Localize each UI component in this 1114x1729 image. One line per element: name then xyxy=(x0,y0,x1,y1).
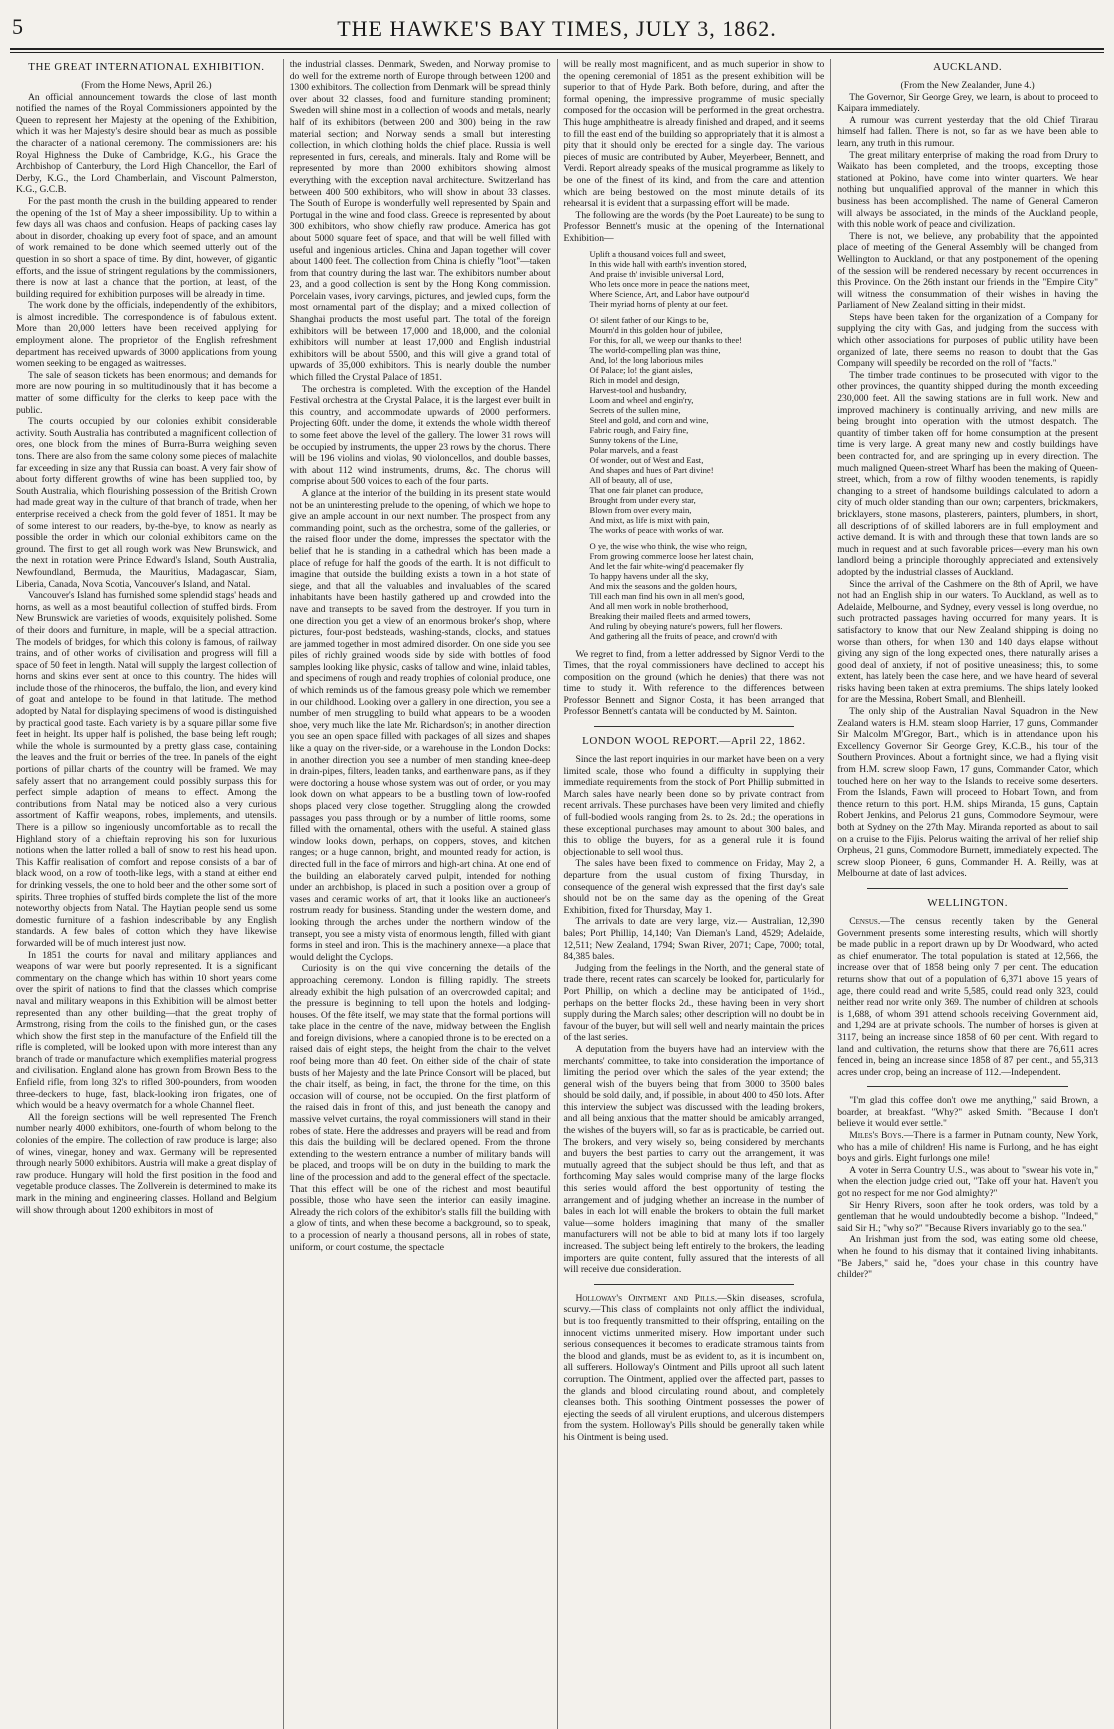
poem-line: Sunny tokens of the Line, xyxy=(589,434,679,445)
article-divider xyxy=(867,1086,1068,1087)
poem-line: Loom and wheel and engin'ry, xyxy=(589,394,694,405)
paragraph: The orchestra is completed. With the exception of the Handel Festival orchestra at the Crystal Palace, it is the largest ever built in this country, and accommodate upwards of 2000 performers. Projecting 60ft. under the dome, it extends the whole width thereof to some feet above the level of the gallery. The lower 31 rows will be occupied by instruments, the upper 23 rows by the chorus. There will be 196 violins and violas, 90 violoncellos, and double basses, with about 112 wind instruments, drums, &c. The chorus will comprise about 500 voices to each of the four parts. xyxy=(289,383,551,488)
paragraph: The great military enterprise of making the road from Drury to Waikato has been completed, and the troops, excepting those stationed at Pokino, have come into winter quarters. We hear nothing but unqualified approval of the manner in which this business has been accomplished. The name of General Cameron will always be associated, in the minds of the Auckland people, with this noble work of peace and civilization. xyxy=(837,149,1098,231)
poem-line: From growing commerce loose her latest chain, xyxy=(589,550,754,561)
paragraph: The only ship of the Australian Naval Squadron in the New Zealand waters is H.M. steam sloop Harrier, 17 guns, Commander Sir Malcolm M'Gregor, Bart., which is in attendance upon his Excellency Governor Sir George Grey, K.C.B., his tour of the Southern Provinces. About a fortnight since, we had a flying visit from H.M. screw sloop Fawn, 17 guns, Commander Cator, which touched here on her way to the Islands to receive some deserters. From the Islands, Fawn will proceed to Hobart Town, and from thence return to this port. H.M. ships Miranda, 15 guns, Captain Robert Jenkins, and Pelorus 21 guns, Commodore Seymour, were both at Sydney on the 27th May. Miranda reported as about to sail on a cruise to the Fijis. Pelorus waiting the arrival of her relief ship Orpheus, 21 guns, Commodore Burnett, immediately expected. The screw sloop Pioneer, 6 guns, Commander H. A. Reilly, was at Melbourne at date of last advices. xyxy=(837,706,1098,880)
poem-line: And gathering all the fruits of peace, and crown'd with xyxy=(589,630,778,641)
paragraph: A voter in Serra Country U.S., was about to "swear his vote in," when the election judge cried out, "Take off your hat. Haven't you got no respect for me nor God almighty?" xyxy=(837,1164,1098,1200)
advert-lead: Holloway's Ointment and Pills. xyxy=(575,1292,718,1304)
article-divider xyxy=(867,888,1068,889)
poem-line: And shapes and hues of Part divine! xyxy=(589,464,714,475)
column-1 xyxy=(10,59,284,1729)
paragraph: There is not, we believe, any probability that the appointed place of meeting of the General Assembly will be changed from Wellington to Auckland, or that any postponement of the opening of the session will be rendered necessary by recent occurrences in this Province. On the 26th instant our friends in the "Empire City" will witness the consummation of their wishes in having the Parliament of New Zealand sitting in their midst. xyxy=(837,230,1098,312)
poem-line: Their myriad horns of plenty at our feet. xyxy=(589,298,728,309)
poem-line: And mixt, as life is mixt with pain, xyxy=(589,514,710,525)
poem-line: For this, for all, we weep our thanks to thee! xyxy=(589,334,743,345)
poem-line: Uplift a thousand voices full and sweet, xyxy=(589,248,726,259)
poem-line: Where Science, Art, and Labor have outpour'd xyxy=(589,288,750,299)
column-3 xyxy=(558,59,832,1729)
poem-line: Who lets once more in peace the nations meet, xyxy=(589,278,750,289)
paragraph: Steps have been taken for the organization of a Company for supplying the city with Gas, and judging from the success with which other associations for purposes of public utility have been organized of late, there seems no reason to doubt that the Gas Company will speedily be recorded on the roll of "facts." xyxy=(837,311,1098,370)
article-source: (From the New Zealander, June 4.) xyxy=(900,80,1035,91)
poem-line: The works of peace with works of war. xyxy=(589,524,724,535)
paragraph: "I'm glad this coffee don't owe me anything," said Brown, a boarder, at breakfast. "Why?" asked Smith. "Because I don't believe it would ever settle." xyxy=(837,1095,1098,1130)
masthead-rule xyxy=(10,50,1104,53)
paragraph: In 1851 the courts for naval and military appliances and weapons of war were but poorly represented. It is a significant commentary on the change which has within 10 short years come over the spirit of nations to find that the classes which comprise naval and military weapons in this Exhibition will be almost better represented than any other building—that the great trophy of Armstrong, rising from the coils to the finished gun, or the cases which show the first step in the manufacture of the Enfield till the rifle is completed, will be looked upon with more interest than any branch of trade or manufacture which exemplifies material progress and civilisation. England alone has grown from Brown Bess to the Enfield rifle, from long 32's to rifled 300-pounders, from wooden three-deckers to huge, fast, black-looking iron frigates, one of which would be a heavy overmatch for a whole Channel fleet. xyxy=(16,949,277,1112)
paragraph: will be really most magnificent, and as much superior in show to the opening ceremonial of 1851 as the present exhibition will be superior to that of Hyde Park. Both before, during, and after the formal opening, the impressive programme of music specially composed for the occasion will be performed in the great orchestra. This huge amphitheatre is already finished and draped, and it seems to fill the east end of the building so appropriately that it is almost a pity that it should only be erected for a single day. The various pieces of music are contributed by Auber, Meyerbeer, Bennett, and Verdi. Report already speaks of the musical programme as likely to be one of the finest of its kind, and from the care and attention which are being bestowed on the most minute details of its rehearsal it is evident that a surpassing effort will be made. xyxy=(563,59,825,210)
poem-line: Rich in model and design, xyxy=(589,374,680,385)
poem-line: Steel and gold, and corn and wine, xyxy=(589,414,709,425)
poem-line: In this wide hall with earth's invention stored, xyxy=(589,258,747,269)
paragraph: Since the last report inquiries in our market have been on a very limited scale, those who found a difficulty in supplying their immediate requirements from the stock of Port Phillip submitted in March sales have nearly been done so by private contract from recent arrivals. These purchases have been very limited and chiefly of full-bodied wools ranging from 2s. to 2s. 2d.; the operations in these exceptional purchases may amount to about 300 bales, and this to oblige the buyers, for as a general rule it is found objectionable to sell wool thus. xyxy=(563,754,825,858)
newspaper-title: THE HAWKE'S BAY TIMES, JULY 3, 1862. xyxy=(337,16,777,41)
article-headline: LONDON WOOL REPORT.—April 22, 1862. xyxy=(582,735,806,748)
page-number: 5 xyxy=(12,14,23,39)
paragraph: The following are the words (by the Poet Laureate) to be sung to Professor Bennett's music at the opening of the International Exhibition— xyxy=(563,209,825,244)
poem-line: Polar marvels, and a feast xyxy=(589,444,679,455)
poem-line: And all men work in noble brotherhood, xyxy=(589,600,729,611)
poem-line: And praise th' invisible universal Lord, xyxy=(589,268,724,279)
poem-line: Breaking their mailed fleets and armed towers, xyxy=(589,610,751,621)
columns xyxy=(10,59,1104,1729)
poem-line: To happy havens under all the sky, xyxy=(589,570,709,581)
paragraph xyxy=(837,916,1098,1078)
paragraph-lead: Census. xyxy=(849,915,881,927)
poem-line: Secrets of the sullen mine, xyxy=(589,404,681,415)
paragraph: Since the arrival of the Cashmere on the 8th of April, we have not had an English ship in our waters. To Auckland, as well as to Adelaide, Melbourne, and Sydney, every vessel is long overdue, no such protracted passages having occurred for many years. It is satisfactory to know that our New Zealand shipping is doing no worse than others, for when 130 and 140 days elapse without giving any sign of the long expected ones, there naturally arises a good deal of anxiety, if not of positive uneasiness; this, to some extent, has lately been the case here, and we have heard of several risks having been taken at extra premiums. The ships lately looked for are the Messina, Robert Small, and Blenheill. xyxy=(837,578,1098,706)
paragraph: For the past month the crush in the building appeared to render the opening of the 1st of May a sheer impossibility. Up to within a few days all was chaos and confusion. Heaps of packing cases lay about in disorder, choaking up every foot of space, and an amount of work remained to be done which seemed utterly out of the question in so short a space of time. By dint, however, of gigantic efforts, and the issue of stringent regulations by the commissioners, there is now at last a chance that the portion, at least, of the building required for exhibition purposes will be already in time. xyxy=(16,195,277,300)
poem-line: And, lo! the long laborious miles xyxy=(589,354,704,365)
poem-line: Till each man find his own in all men's good, xyxy=(589,590,745,601)
paragraph-lead: Miles's Boys. xyxy=(849,1130,904,1142)
article-divider xyxy=(594,726,795,727)
paragraph: A rumour was current yesterday that the old Chief Tirarau himself had fallen. There is not, so far as we have been able to learn, any truth in this rumour. xyxy=(837,114,1098,149)
poem-line: And mix the seasons and the golden hours, xyxy=(589,580,738,591)
poem-line: All of beauty, all of use, xyxy=(589,474,673,485)
paragraph: The arrivals to date are very large, viz.— Australian, 12,390 bales; Port Phillip, 14,140; Van Dieman's Land, 4529; Adelaide, 12,511; New Zealand, 1794; Swan River, 2071; Cape, 7000; total, 84,385 bales. xyxy=(563,916,825,963)
paragraph-body: —The census recently taken by the General Government presents some interesting results, which will shortly be made public in a report drawn up by Dr Woodward, who acted as chief enumerator. The total population is stated at 12,566, the increase over that of 1858 being only 7 per cent. The education returns show that out of a population of 6,371 above 15 years of age, there could read and write 5,585, could read only 323, could neither read nor write only 369. The number of children at schools is 1,688, of whom 391 attend schools receiving Government aid, and 1,294 are at private schools. The number of horses is given at 3117, being an increase since 1858 of 60 per cent. With regard to land and cultivation, the returns show that there are 76,611 acres fenced in, being an increase since 1858 of 87 per cent., and 55,313 acres under crop, being an increase of 112.—Independent. xyxy=(837,915,1098,1078)
paragraph: All the foreign sections will be well represented The French number nearly 4000 exhibitors, one-fourth of whom belong to the colonies of the empire. The collection of raw produce is large; also of wines, vinegar, honey and wax. Germany will be represented through nearly 5000 exhibitors. Austria will make a great display of raw produce. Hungary will hold the first position in the food and vegetable produce classes. The Zollverein is determined to make its mark in the mining and engineering classes. Holland and Belgium will show through about 1200 exhibitors in most of xyxy=(16,1111,277,1216)
poem-line: Of Palace; lo! the giant aisles, xyxy=(589,364,693,375)
advertisement xyxy=(564,1293,825,1444)
poem-line: Harvest-tool and husbandry, xyxy=(589,384,687,395)
paragraph: Judging from the feelings in the North, and the general state of trade there, recent rates can scarcely be looked for, particularly for Port Phillip, on which a decline may be anticipated of 1½d., perhaps on the better flocks 2d., these having been in very short supply during the March sales; other description will no doubt be in favour of the buyer, but will sell well and nearly maintain the prices of the last series. xyxy=(563,962,825,1044)
paragraph: The work done by the officials, independently of the exhibitors, is almost incredible. The correspondence is of fabulous extent. More than 20,000 letters have been received applying for employment alone. The proprietor of the English refreshment department has received upwards of 3000 applications from young women seeking to be engaged as waitresses. xyxy=(16,300,277,370)
poem-line: Of wonder, out of West and East, xyxy=(589,454,704,465)
paragraph: An official announcement towards the close of last month notified the names of the Royal Commissioners appointed by the Queen to represent her Majesty at the opening of the Exhibition, which it was her Majesty's desire should bear as much as possible the character of a national ceremony. The commissioners are: his Royal Highness the Duke of Cambridge, K.G., his Grace the Archbishop of Canterbury, the Lord High Chancellor, the Earl of Derby, K.G., the Lord Chamberlain, and Viscount Palmerston, K.G., G.C.B. xyxy=(16,91,277,196)
poem-line: Blown from over every main, xyxy=(589,504,692,515)
paragraph: The sale of season tickets has been enormous; and demands for more are now pouring in so multitudinously that it has become a matter of some difficulty for the clerks to keep pace with the public. xyxy=(16,369,277,416)
paragraph: The courts occupied by our colonies exhibit considerable activity. South Australia has contributed a magnificent collection of ores, one block from the mines of Burra-Burra weighing seven tons. There are also from the same colony some pieces of malachite far exceeding in size any that Russia can boast. A very fair show of about forty different growths of wine has been supplied too, by South Australia, which flourishing possession of the British Crown had made great way in the culture of that branch of trade, when her enterprise received a check from the gold fever of 1851. It may be of some interest to our readers, by-the-bye, to know as nearly as possible the order in which our colonial exhibitors came on the ground. The first to get all rough work was New Brunswick, and the next in rotation were Prince Edward's Island, South Australia, Newfoundland, Bermuda, the Mauritius, Madagascar, Siam, Liberia, Canada, Nova Scotia, Vancouver's Island, and Natal. xyxy=(16,416,277,590)
ode-poem xyxy=(564,249,825,641)
paragraph: The Governor, Sir George Grey, we learn, is about to proceed to Kaipara immediately. xyxy=(837,91,1098,115)
paragraph: Curiosity is on the qui vive concerning the details of the approaching ceremony. London is filling rapidly. The streets already exhibit the high pulsation of an overcrowded capital; and the pressure is beginning to tell upon the hotels and lodging-houses. Of the fête itself, we may state that the formal portions will take place in the centre of the nave, midway between the English and foreign divisions, where a canopied throne is to be erected on a raised dais of eight steps, the height from the chair to the velvet roof being more than 40 feet. On either side of the chair of state busts of her Majesty and the late Prince Consort will be placed, but the chair itself, as being, in fact, the throne for the time, on this occasion will of course, not be occupied. On the first platform of the raised dais in front of this, and just beneath the canopy and massive velvet curtains, the royal commissioners will stand in their robes of state. Here the addresses and prayers will be read and from this dais the building will be declared opened. From the throne extending to the western entrance a number of military bands will be placed, and troops will be on duty in the building to mark the line of the procession and add to the general effect of the spectacle. That this effect will be one of the richest and most beautiful possible, those who have seen the interior can easily imagine. Already the rich colors of the exhibitor's stalls fill the building with a glow of tints, and when these become a background, so to speak, to a procession of nearly a thousand persons, all in robes of state, uniform, or court costume, the spectacle xyxy=(289,963,551,1253)
paragraph: An Irishman just from the sod, was eating some old cheese, when he found to his dismay that it contained living inhabitants. "Be Jabers," said he, "does your chase in this country have childer?" xyxy=(837,1234,1098,1281)
poem-line: The world-compelling plan was thine, xyxy=(589,344,721,355)
poem-line: Mourn'd in this golden hour of jubilee, xyxy=(589,324,723,335)
article-headline: THE GREAT INTERNATIONAL EXHIBITION. xyxy=(28,61,265,73)
poem-line: And let the fair white-wing'd peacemaker fly xyxy=(589,560,744,571)
paragraph: Sir Henry Rivers, soon after he took orders, was told by a gentleman that he would undoubtedly become a bishop. "Indeed," said Sir H.; "why so?" "Because Rivers invariably go to the sea." xyxy=(837,1199,1098,1234)
poem-line: O ye, the wise who think, the wise who reign, xyxy=(589,540,748,551)
article-headline: AUCKLAND. xyxy=(933,61,1003,73)
poem-line: That one fair planet can produce, xyxy=(589,484,704,495)
advert-body: —Skin diseases, scrofula, scurvy.—This class of complaints not only afflict the individual, but is too frequently transmitted to their offspring, entailing on the innocent victims unmerited misery. How important under such serious consequences it becomes to eradicate stramous taints from the blood and glands, must be as evident to, as it is incumbent on, all sufferers. Holloway's Ointment and Pills uproot all such latent corruption. The Ointment, applied over the affected part, passes to the glands and blood circulating round about, and completely cleanses both. This soothing Ointment possesses the power of ejecting the seeds of all virulent eruptions, and ulcerous distempers from the system. Holloway's Pills should be generally taken while his Ointment is being used. xyxy=(563,1292,825,1443)
poem-line: Fabric rough, and Fairy fine, xyxy=(589,424,689,435)
column-4 xyxy=(831,59,1104,1729)
paragraph: The sales have been fixed to commence on Friday, May 2, a departure from the usual custom of fixing Thursday, in consequence of the general wish expressed that the first day's sale should not be on the same day as the opening of the Great Exhibition, fixed for Thursday, May 1. xyxy=(563,858,825,916)
column-2 xyxy=(284,59,558,1729)
paragraph: We regret to find, from a letter addressed by Signor Verdi to the Times, that the royal commissioners have declined to accept his composition on the ground (which he denies) that there was not time to study it. With reference to the differences between Professor Bennett and Signor Costa, it has been arranged that Professor Bennett's cantata will be conducted by M. Sainton. xyxy=(563,648,825,718)
paragraph: Vancouver's Island has furnished some splendid stags' heads and horns, as well as a most beautiful collection of stuffed birds. From New Brunswick are varieties of woods, exquisitely polished. Some of their doors and furniture, in maple, will be a special attraction. The models of bridges, for which this colony is famous, of railway trains, and of other works of civilisation and progress will fill a space of 50 feet in length. Natal will supply the largest collection of horns and skins ever sent at once to this country. The hides will include those of the rhinoceros, the buffalo, the lion, and every kind of goat and antelope to be found in that latitude. The method adopted by Natal for displaying specimens of wood is distinguished by practical good taste. Each variety is by a square pillar some five feet in height. Its upper half is polished, the base being left rough; while the whole is surmounted by a pretty glass case, containing the leaves and the fruit or berries of the tree. In panels of the eight portions of pillar charts of the country will be framed. We may safely assert that no arrangement could possibly surpass this for perfect simple adaption of means to effect. Among the contributions from Natal may be noticed also a very curious assortment of Kaffir weapons, robes, implements, and utensils. There is a pillow so ingeniously uncomfortable as to recall the Highland story of a chieftain reproving his son for luxurious notions when the latter rolled a ball of snow to rest his head upon. This Kaffir realisation of comfort and repose consists of a bar of black wood, on a row of tooth-like legs, with a stand at either end for drinking vessels, the one to hold beer and the other some sort of spirits. Three trophies of stuffed birds complete the list of the more noteworthy objects from Natal. The Haytian people send us some domestic furniture of a fashion indescribable by any English standards. A few bales of cotton which they have likewise forwarded will be of much interest just now. xyxy=(16,590,277,949)
article-headline: WELLINGTON. xyxy=(927,896,1008,909)
paragraph: The timber trade continues to be prosecuted with vigor to the other provinces, the quantity shipped during the month exceeding 230,000 feet. All the sawing stations are in full work. New and improved machinery is continually arriving, and new mills are being brought into operation with the utmost despatch. The quantity of timber taken off for home consumption at the present time is very large. A great many new and costly buildings have been contracted for, and are springing up in every direction. The much maligned Queen-street Wharf has been the making of Queen-street, which, from a row of filthy wooden tenements, is rapidly changing to a street of handsome buildings calculated to adorn a city of much older standing than our own; carpenters, brickmakers, bricklayers, stone masons, plasterers, painters, plumbers, in short, all descriptions of of skilled laborers are in full employment and active demand. It is with and through these that town lands are so much in request and at such favorable prices—every man his own landlord being a principle thoroughly appreciated and extensively adopted by the industrial classes of Auckland. xyxy=(837,369,1098,578)
paragraph: the industrial classes. Denmark, Sweden, and Norway promise to do well for the extreme north of Europe through between 1200 and 1300 exhibitors. The collection from Denmark will be spread thinly over about 32 classes, food and furniture standing prominent; Sweden will shine most in a collection of woods and metals, nearly half of its exhibitors (between 200 and 300) being in the raw material section; and Norway sends a small but interesting collection, in which clothing holds the chief place. Russia is well represented in furs, cereals, and minerals. Italy and Rome will be represented by more than 2000 exhibitors showing almost everything with the exception naval architecture. Switzerland has between 400 500 exhibitors, who will show in about 33 classes. The South of Europe is wonderfully well represented by Spain and Portugal in the wine and food class. Greece is represented by about 300 exhibitors, who show chiefly raw produce. America has got about 5000 square feet of space, and that will be well filled with useful and ingenious articles. China and Japan together will cover about 1400 feet. The collection from China is chiefly "loot"—taken from that country during the last war. The exhibitors number about 23, and a good collection is sent by the Hong Kong commission. Porcelain vases, ivory carvings, pictures, and jewled cups, form the most ornamental part of the display; and a mixed collection of Shanghai products the most useful part. The total of the foreign exhibitors will be between 17,000 and 18,000, and the colonial exhibitors will number at least 17,000 and English industrial exhibitors will be about 5500, and this will give a grand total of upwards of 35,000 exhibitors. This is nearly double the number which filled the Crystal Palace of 1851. xyxy=(289,59,551,384)
paragraph-body: —There is a farmer in Putnam county, New York, who has a mile of children! His name is Furlong, and he has eight boys and girls. Eight furlongs one mile! xyxy=(837,1130,1098,1165)
poem-line: O! silent father of our Kings to be, xyxy=(589,314,709,325)
paragraph: A glance at the interior of the building in its present state would not be an uninteresting prelude to the opening, of which we hope to give an ample account in our next number. The prospect from any commanding point, such as the orchestra, some of the galleries, or the raised floor under the dome, impresses the spectator with the belief that he is standing in a cathedral which has been made a place of refuge for half the goods of the earth. It is not difficult to imagine that outside the building exists a town in a hot state of siege, and that all the valuables and invaluables of the scared inhabitants have been hastily gathered up and crowded into the nave and transepts to be saved from the destroyer. If you turn in one direction you get a view of an enormous broker's shop, where pictures, four-post bedsteads, washing-stands, clocks, and statues are jammed together in most admired disorder. On one side you see piles of richly grained woods side by side with bottles of food samples looking like physic, casks of tallow and wine, inlaid tables, and specimens of rough and ready trophies of colonial produce, one of which reminds us of the famous greasy pole which we remember in our childhood. Looking over a gallery in one direction, you see a number of men struggling to build what appears to be a wooden shoe, very much like the late Mr. Richardson's; in another direction you see an open space filled with packages of all sizes and shapes like a quay on the river-side, or a warehouse in the London Docks: in another direction you see a number of men standing knee-deep in drain-pipes, filters, leaden tanks, and earthenware pans, as if they were doctoring a house whose system was out of order, or you may look down on what appears to be a bustling town of low-roofed shops placed very close together. Struggling along the crowded passages you pass through or by a number of little rooms, some filled with the ornamental, others with the useful. A stained glass window looks down, perhaps, on coppers, stoves, and kitchen ranges; or a huge cannon, bright, and mounted ready for action, is directed full in the face of mirrors and high-art china. At one end of the building an elaborately carved pulpit, intended for nothing under an archbishop, is placed in such a position over a group of vases and ceramic works of art, that it looks like an auctioneer's rostrum ready for business. Standing under the western dome, and looking through the arches under the northern window of the transept, you see a misty vista of enormous length, filled with giant forms in steel and iron. This is the machinery annexe—a place that would delight the Cyclops. xyxy=(289,487,551,963)
poem-line: And ruling by obeying nature's powers, full her flowers. xyxy=(589,620,783,631)
article-source: (From the Home News, April 26.) xyxy=(81,80,212,91)
poem-line: Brought from under every star, xyxy=(589,494,696,505)
paragraph xyxy=(837,1130,1098,1165)
masthead xyxy=(10,8,1104,50)
paragraph: A deputation from the buyers have had an interview with the merchants' committee, to take into consideration the importance of limiting the period over which the sales of the year extend; the general wish of the buyers being that from 3000 to 3500 bales should be sold daily, and, if possible, in about 400 to 450 lots. After this interview the subject was discussed with the leading brokers, and all being anxious that the matter should be amicably arranged, the wishes of the buyers will, so far as is practicable, be carried out. The brokers, and very wisely so, being considered by merchants and buyers the best parties to carry out the arrangement, it was mutually agreed that the subject should be thus left, and that as forthcoming May sales would comprise many of the large flocks this series would afford the best opportunity of testing the arrangement and of judging whether an increase in the number of bales in each lot will enable the brokers to obtain the full market value—some holders imagining that many of the smaller manufacturers will not be able to bid at many lots if too largely increased. The subject being left entirely to the brokers, the leading importers are quite content, fully assured that the interests of all will receive due consideration. xyxy=(563,1043,825,1276)
article-divider xyxy=(594,1284,795,1285)
